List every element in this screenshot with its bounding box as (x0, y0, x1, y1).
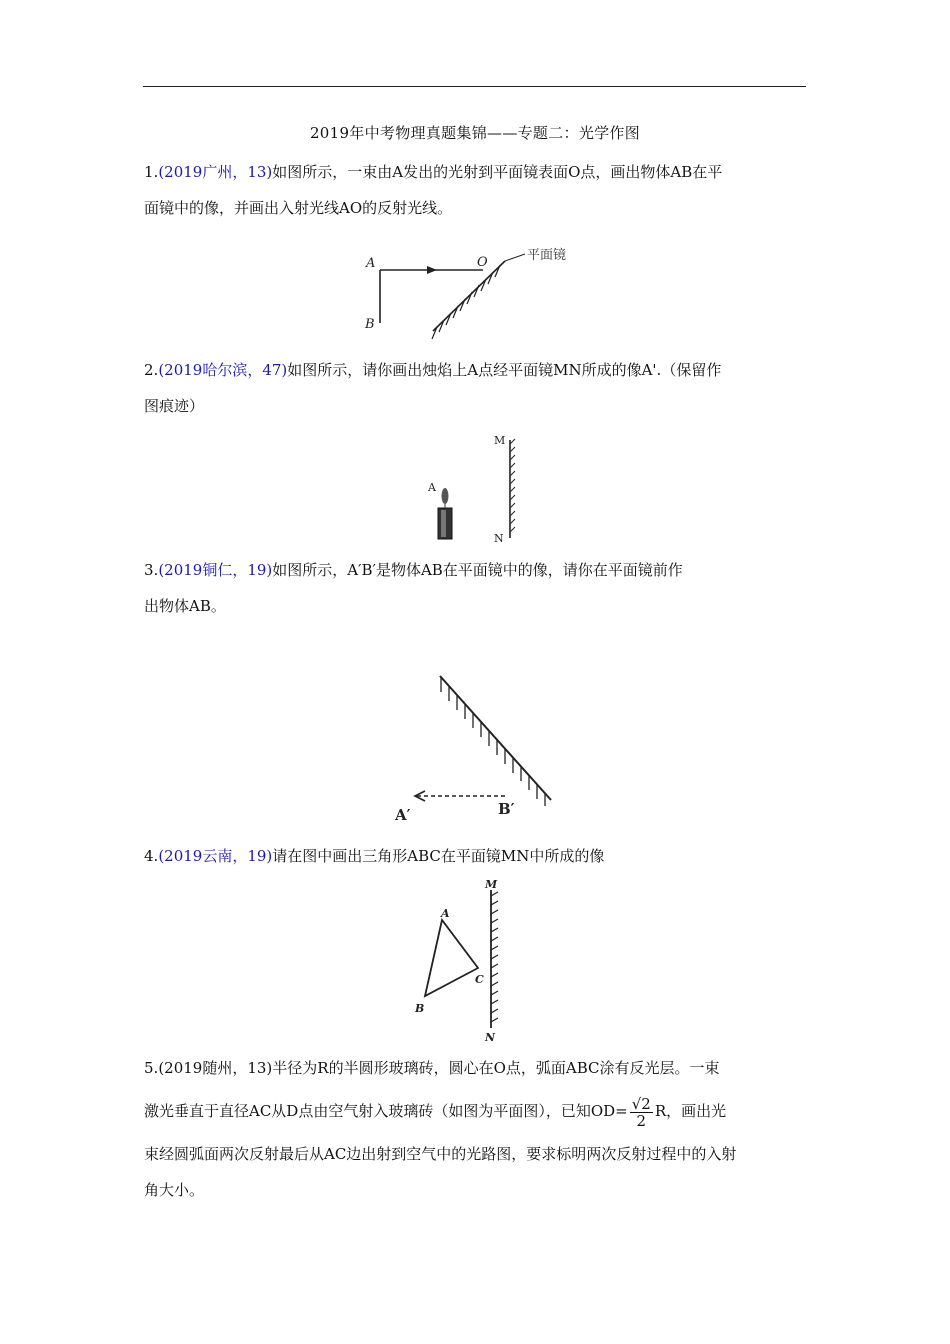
question-5 (144, 1050, 808, 1208)
question-5-text-2b: R，画出光 (654, 1102, 727, 1120)
fraction-numerator: √2 (631, 1094, 651, 1113)
question-5-text-1: 半径为R的半圆形玻璃砖，圆心在O点，弧面ABC涂有反光层。一束 (272, 1059, 720, 1077)
question-2-line-1 (144, 352, 808, 388)
label-a: A (428, 481, 436, 494)
question-5-text-4: 角大小。 (144, 1181, 205, 1199)
page-title: 2019年中考物理真题集锦——专题二：光学作图 (309, 124, 641, 142)
fraction-sqrt2-over-2 (630, 1096, 653, 1129)
question-1-text-2: 面镜中的像，并画出入射光线AO的反射光线。 (144, 199, 453, 217)
label-c: C (475, 973, 484, 986)
header-rule (143, 86, 806, 87)
mirror-hatching (441, 677, 545, 806)
question-1-text-1: 如图所示，一束由A发出的光射到平面镜表面O点，画出物体AB在平 (272, 163, 723, 181)
question-2-source: (2019哈尔滨，47) (158, 361, 288, 379)
question-3-line-1 (144, 552, 808, 588)
question-4-number: 4. (144, 847, 159, 865)
question-4-text-1: 请在图中画出三角形ABC在平面镜MN中所成的像 (272, 847, 605, 865)
question-2 (144, 352, 808, 424)
label-n: N (485, 1031, 496, 1044)
figure-1 (355, 243, 595, 343)
label-mirror: 平面镜 (527, 248, 567, 263)
ray-arrow-icon (427, 266, 437, 274)
question-5-source: (2019随州，13) (158, 1059, 273, 1077)
question-1-source: (2019广州，13) (158, 163, 273, 181)
question-1-number: 1. (144, 163, 159, 181)
figure-3 (385, 668, 565, 828)
question-4-source: (2019云南，19) (158, 847, 273, 865)
question-3 (144, 552, 808, 624)
label-m: M (485, 878, 498, 891)
mirror-line (440, 676, 551, 800)
question-4-line-1 (144, 838, 808, 874)
figure-4 (405, 876, 515, 1046)
label-b: B (415, 1002, 425, 1015)
label-b: B (365, 317, 375, 332)
figure-2 (420, 428, 530, 553)
triangle-abc (425, 920, 478, 996)
label-a: A (366, 256, 376, 271)
question-5-text-3: 束经圆弧面两次反射最后从AC边出射到空气中的光路图，要求标明两次反射过程中的入射 (144, 1145, 737, 1163)
mirror-mn-hatching (491, 892, 498, 1022)
question-2-text-1: 如图所示，请你画出烛焰上A点经平面镜MN所成的像A'.（保留作 (287, 361, 722, 379)
mirror-leader-line (505, 254, 525, 261)
label-n: N (494, 532, 504, 545)
question-2-text-2: 图痕迹） (144, 397, 205, 415)
fraction-denominator: 2 (636, 1111, 647, 1130)
question-4 (144, 838, 808, 874)
question-5-number: 5. (144, 1059, 159, 1077)
question-3-source: (2019铜仁，19) (158, 561, 273, 579)
label-a: A (441, 907, 450, 920)
question-3-text-2: 出物体AB。 (144, 597, 226, 615)
candle-flame-icon (442, 488, 449, 504)
label-b-prime: B′ (498, 800, 515, 818)
question-1 (144, 154, 808, 226)
label-a-prime: A′ (395, 806, 411, 824)
label-m: M (494, 434, 506, 447)
question-2-number: 2. (144, 361, 159, 379)
question-5-line-2 (144, 1086, 808, 1136)
question-5-line-1 (144, 1050, 808, 1086)
candle-highlight (441, 510, 446, 537)
question-3-number: 3. (144, 561, 159, 579)
label-o: O (477, 255, 488, 270)
question-3-text-1: 如图所示，A′B′是物体AB在平面镜中的像，请你在平面镜前作 (272, 561, 683, 579)
question-5-text-2a: 激光垂直于直径AC从D点由空气射入玻璃砖（如图为平面图），已知OD= (144, 1102, 628, 1120)
question-1-line-1 (144, 154, 808, 190)
